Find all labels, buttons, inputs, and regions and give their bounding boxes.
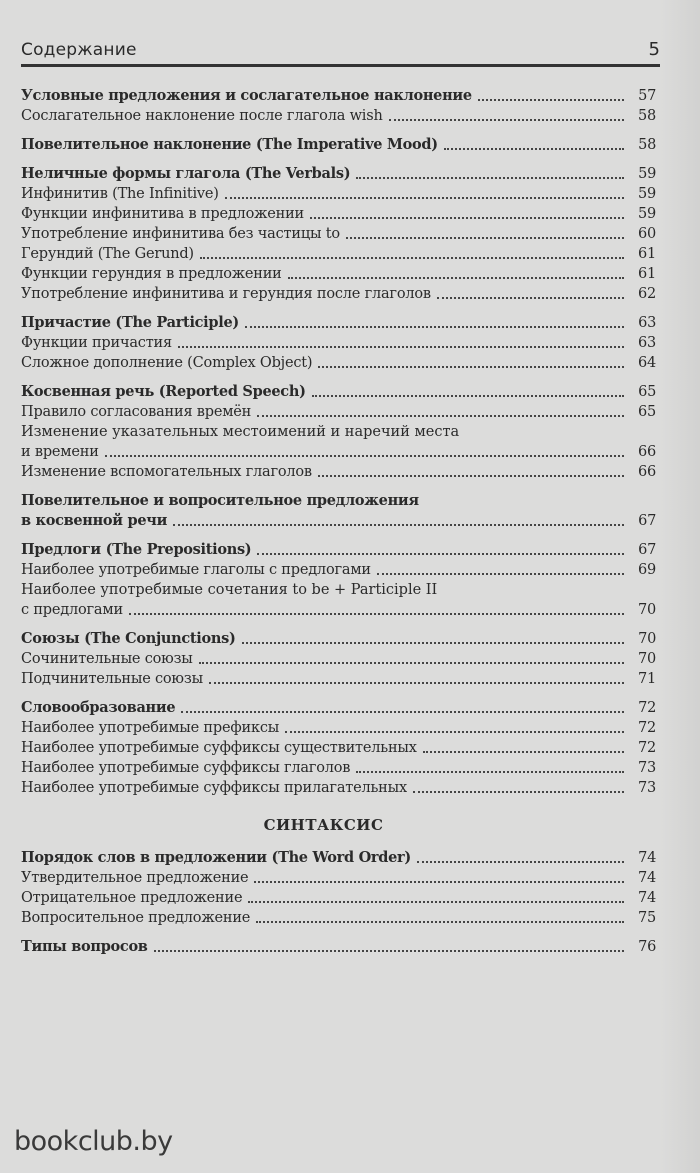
dot-leader [248, 901, 624, 903]
toc-entry-page-number: 61 [637, 246, 656, 262]
toc-entry[interactable] [21, 669, 656, 689]
toc-entry-first-line: Наиболее употребимые сочетания to be + Participle II [21, 582, 438, 598]
dot-leader [318, 366, 624, 368]
toc-entry-page-number: 60 [637, 226, 656, 242]
watermark: bookclub.by [14, 1126, 173, 1157]
toc-entry-page-number: 58 [638, 137, 656, 153]
dot-leader [312, 395, 624, 397]
toc-entry[interactable] [21, 402, 656, 422]
toc-group [21, 540, 656, 620]
toc-entry[interactable] [21, 224, 656, 244]
toc-entry-page-number: 69 [637, 562, 656, 578]
toc-group [21, 135, 656, 155]
section-title: СИНТАКСИС [263, 816, 384, 834]
dot-leader [356, 771, 624, 773]
toc-entry-page-number: 65 [638, 384, 656, 400]
toc-entry[interactable] [21, 629, 656, 649]
dot-leader [346, 237, 624, 239]
toc-entry-label: Отрицательное предложение [21, 890, 243, 906]
dot-leader [242, 642, 624, 644]
toc-entry[interactable] [21, 937, 656, 957]
toc-entry-label: Функции причастия [21, 335, 172, 351]
toc-entry-label: Сослагательное наклонение после глагола wish [21, 108, 383, 124]
toc-entry-label: Инфинитив (The Infinitive) [21, 186, 219, 202]
dot-leader [478, 99, 624, 101]
toc-entry-page-number: 59 [638, 166, 656, 182]
toc-entry-page-number: 59 [637, 186, 656, 202]
dot-leader [437, 297, 624, 299]
toc-entry[interactable] [21, 848, 656, 868]
dot-leader [105, 455, 624, 457]
toc-entry[interactable] [21, 86, 656, 106]
toc-entry-page-number: 76 [638, 939, 656, 955]
header-title: Содержание [21, 40, 137, 60]
dot-leader [225, 197, 624, 199]
toc-entry-label: Союзы (The Conjunctions) [21, 630, 236, 647]
toc-entry-page-number: 57 [638, 88, 656, 104]
dot-leader [285, 731, 624, 733]
toc-entry-label: Наиболее употребимые префиксы [21, 720, 280, 736]
toc-entry-label: Герундий (The Gerund) [21, 246, 194, 262]
toc-entry[interactable] [21, 106, 656, 126]
toc-entry-page-number: 71 [637, 671, 656, 687]
toc-entry[interactable] [21, 718, 656, 738]
dot-leader [209, 682, 624, 684]
dot-leader [288, 277, 624, 279]
toc-group [21, 937, 656, 957]
page-header [21, 34, 660, 67]
dot-leader [318, 475, 624, 477]
toc-entry-page-number: 66 [637, 444, 656, 460]
toc-entry-page-number: 67 [638, 542, 656, 558]
toc-entry-label: Сложное дополнение (Complex Object) [21, 355, 313, 371]
toc-entry-page-number: 74 [637, 870, 656, 886]
toc-entry-page-number: 63 [638, 315, 656, 331]
toc-entry-label: Повелительное наклонение (The Imperative Mood) [21, 136, 438, 153]
toc-entry[interactable] [21, 353, 656, 373]
dot-leader [173, 524, 624, 526]
toc-entry[interactable] [21, 698, 656, 718]
toc-entry[interactable] [21, 758, 656, 778]
toc-entry-page-number: 73 [637, 760, 656, 776]
toc-entry-page-number: 74 [638, 850, 656, 866]
toc-entry-page-number: 64 [637, 355, 656, 371]
toc-group [21, 491, 656, 531]
toc-entry-label: Наиболее употребимые глаголы с предлогами [21, 562, 371, 578]
dot-leader [199, 662, 624, 664]
toc-entry-page-number: 65 [637, 404, 656, 420]
header-page-number: 5 [648, 39, 660, 60]
toc-entry-page-number: 72 [638, 700, 656, 716]
toc-entry[interactable] [21, 540, 656, 560]
toc-entry-first-line: Изменение указательных местоимений и наречий места [21, 424, 460, 440]
table-of-contents [21, 86, 656, 966]
toc-entry[interactable] [21, 738, 656, 758]
toc-entry-page-number: 58 [637, 108, 656, 124]
toc-entry-page-number: 67 [638, 513, 656, 529]
toc-group [21, 629, 656, 689]
dot-leader [413, 791, 624, 793]
toc-entry-label: Изменение вспомогательных глаголов [21, 464, 312, 480]
toc-entry[interactable] [21, 888, 656, 908]
toc-entry-label: Словообразование [21, 699, 176, 716]
toc-group [21, 698, 656, 798]
toc-entry-label: Подчинительные союзы [21, 671, 203, 687]
toc-group [21, 848, 656, 928]
toc-entry[interactable] [21, 184, 656, 204]
toc-entry-label: Функции инфинитива в предложении [21, 206, 305, 222]
toc-entry-page-number: 74 [637, 890, 656, 906]
toc-entry-page-number: 70 [638, 631, 656, 647]
toc-entry-label: Утвердительное предложение [21, 870, 249, 886]
toc-entry-page-number: 73 [637, 780, 656, 796]
toc-entry[interactable] [21, 511, 656, 531]
toc-entry-page-number: 63 [637, 335, 656, 351]
toc-entry-label: Неличные формы глагола (The Verbals) [21, 165, 351, 182]
dot-leader [356, 177, 624, 179]
page-edge-shade [660, 0, 700, 1173]
toc-entry[interactable] [21, 600, 656, 620]
dot-leader [245, 326, 624, 328]
toc-entry-page-number: 75 [637, 910, 656, 926]
toc-entry[interactable] [21, 264, 656, 284]
toc-entry[interactable] [21, 135, 656, 155]
toc-entry[interactable] [21, 204, 656, 224]
toc-entry-label: и времени [21, 444, 99, 460]
toc-entry[interactable] [21, 333, 656, 353]
toc-entry[interactable] [21, 382, 656, 402]
dot-leader [423, 751, 624, 753]
toc-group [21, 164, 656, 304]
toc-entry-page-number: 66 [637, 464, 656, 480]
dot-leader [181, 711, 624, 713]
toc-entry-label: в косвенной речи [21, 512, 168, 529]
dot-leader [417, 861, 624, 863]
toc-entry-page-number: 70 [637, 651, 656, 667]
dot-leader [178, 346, 624, 348]
dot-leader [310, 217, 624, 219]
toc-entry[interactable] [21, 442, 656, 462]
toc-entry[interactable] [21, 868, 656, 888]
toc-entry-page-number: 61 [637, 266, 656, 282]
dot-leader [154, 950, 624, 952]
toc-entry-page-number: 72 [637, 740, 656, 756]
toc-entry-label: с предлогами [21, 602, 123, 618]
dot-leader [257, 553, 624, 555]
toc-entry-page-number: 70 [637, 602, 656, 618]
toc-syntax-groups [21, 848, 656, 957]
toc-entry[interactable] [21, 908, 656, 928]
toc-entry-label: Вопросительное предложение [21, 910, 251, 926]
dot-leader [257, 415, 624, 417]
toc-entry[interactable] [21, 462, 656, 482]
dot-leader [200, 257, 624, 259]
toc-entry[interactable] [21, 313, 656, 333]
toc-entry-label: Условные предложения и сослагательное наклонение [21, 87, 472, 104]
toc-grammar-groups [21, 86, 656, 798]
toc-entry-label: Правило согласования времён [21, 404, 252, 420]
toc-entry-label: Наиболее употребимые суффиксы существительных [21, 740, 417, 756]
toc-group [21, 313, 656, 373]
dot-leader [256, 921, 624, 923]
dot-leader [377, 573, 624, 575]
toc-group [21, 382, 656, 482]
toc-entry[interactable] [21, 778, 656, 798]
toc-group [21, 86, 656, 126]
toc-entry[interactable] [21, 649, 656, 669]
toc-entry-label: Порядок слов в предложении (The Word Order) [21, 849, 411, 866]
toc-entry-label: Косвенная речь (Reported Speech) [21, 383, 306, 400]
toc-entry-label: Причастие (The Participle) [21, 314, 239, 331]
toc-entry[interactable] [21, 560, 656, 580]
toc-entry-label: Предлоги (The Prepositions) [21, 541, 252, 558]
toc-entry-label: Употребление инфинитива и герундия после глаголов [21, 286, 431, 302]
toc-entry-first-line: Повелительное и вопросительное предложения [21, 492, 419, 509]
dot-leader [254, 881, 624, 883]
toc-entry[interactable] [21, 164, 656, 184]
toc-entry-label: Сочинительные союзы [21, 651, 193, 667]
toc-entry-label: Употребление инфинитива без частицы to [21, 226, 340, 242]
toc-entry-page-number: 72 [637, 720, 656, 736]
dot-leader [444, 148, 624, 150]
toc-entry-page-number: 59 [637, 206, 656, 222]
toc-entry[interactable] [21, 284, 656, 304]
dot-leader [389, 119, 624, 121]
toc-entry-label: Функции герундия в предложении [21, 266, 282, 282]
toc-entry-label: Типы вопросов [21, 938, 148, 955]
toc-entry-page-number: 62 [637, 286, 656, 302]
dot-leader [129, 613, 624, 615]
toc-entry-label: Наиболее употребимые суффиксы прилагательных [21, 780, 407, 796]
toc-entry[interactable] [21, 244, 656, 264]
toc-entry-label: Наиболее употребимые суффиксы глаголов [21, 760, 351, 776]
